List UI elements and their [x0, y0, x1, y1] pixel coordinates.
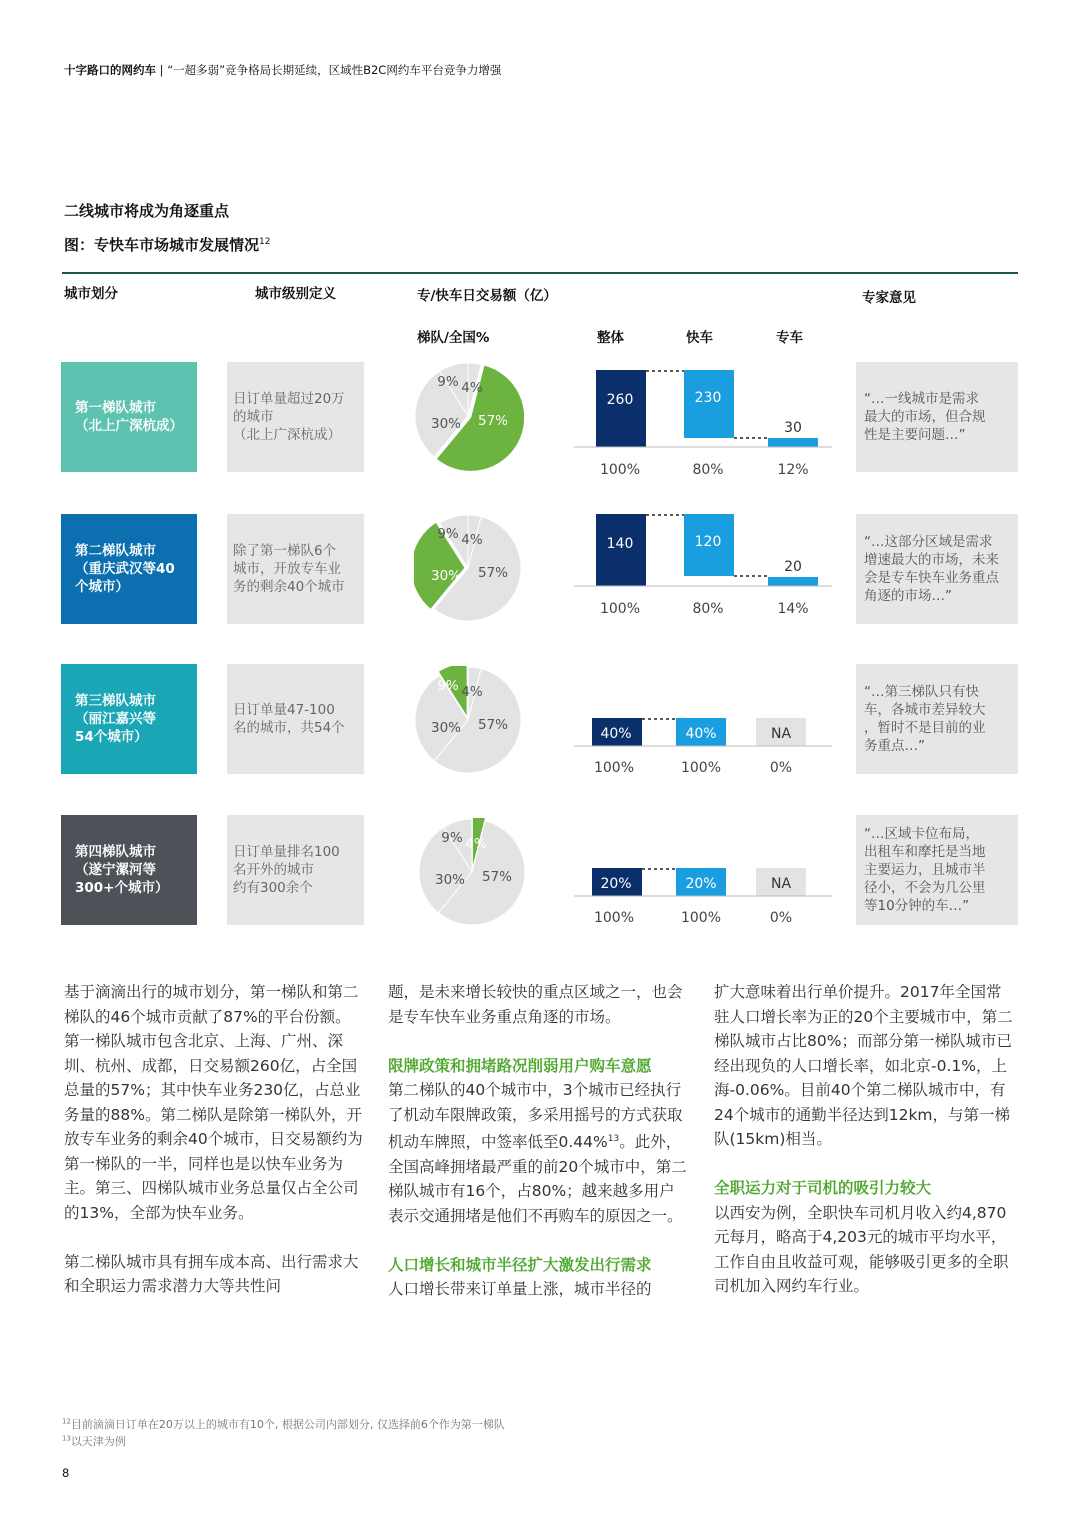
tier-3-box: [61, 664, 197, 774]
paragraph: [388, 1078, 688, 1228]
body-column-1: [64, 980, 364, 1299]
col-header-premium: 专车: [776, 330, 803, 346]
footnote-number: 13: [62, 1434, 71, 1443]
col-header-pie: 梯队/全国%: [417, 330, 490, 346]
tier-2-definition-text: 除了第一梯队6个 城市，开放专车业 务的剩余40个城市: [233, 543, 345, 595]
col-header-express: 快车: [686, 330, 713, 346]
footnote-number: 12: [62, 1417, 71, 1426]
tier-4-expert-text: “…区域卡位布局， 出租车和摩托是当地 主要运力，且城市半 径小，不会为几公里 等10分钟的车…”: [864, 826, 986, 914]
bar-percent: 12%: [777, 462, 809, 478]
pie-label: 4%: [461, 684, 483, 700]
subheading: 全职运力对于司机的吸引力较大: [714, 1179, 932, 1197]
bar-percent: 0%: [769, 760, 793, 776]
pie-label: 30%: [430, 416, 462, 432]
paragraph: 以西安为例，全职快车司机月收入约4,870元每月，略高于4,203元的城市平均水平，工作自由且收益可观，能够吸引更多的全职司机加入网约车行业。: [714, 1203, 1009, 1295]
pie-label: 30%: [430, 720, 462, 736]
footnote-marker: 13: [607, 1134, 620, 1144]
pie-label: 4%: [461, 380, 483, 396]
bar-value: 260: [606, 392, 634, 408]
footnote-1: [62, 1416, 505, 1432]
paragraph: 第二梯队城市具有拥车成本高、出行需求大和全职运力需求潜力大等共性问: [64, 1252, 359, 1295]
bar-percent: 100%: [680, 910, 722, 926]
bar-percent: 80%: [692, 601, 724, 617]
tier-2-name: 第二梯队城市 （重庆武汉等40 个城市）: [75, 543, 175, 595]
tier-3-expert: [856, 664, 1018, 774]
tier-4-box: [61, 815, 197, 925]
bar-overall: [596, 370, 646, 447]
tier-1-name: 第一梯队城市 （北上广深杭成）: [75, 400, 183, 434]
bar-value: 20%: [685, 876, 717, 892]
tier-3-name: 第三梯队城市 （丽江嘉兴等 54个城市）: [75, 693, 156, 745]
tier-4-expert: [856, 815, 1018, 925]
bar-value: 20: [784, 559, 802, 575]
tier-2-definition: [227, 514, 364, 624]
tier-2-expert: [856, 514, 1018, 624]
footnote-text: 目前滴滴日订单在20万以上的城市有10个, 根据公司内部划分, 仅选择前6个作为第一梯队: [70, 1418, 505, 1431]
bar-percent: 100%: [599, 601, 641, 617]
bar-value: 30: [784, 420, 802, 436]
paragraph: 基于滴滴出行的城市划分，第一梯队和第二梯队的46个城市贡献了87%的平台份额。第一梯队城市包含北京、上海、广州、深圳、杭州、成都，日交易额260亿，占全国总量的57%；其中快车业务230亿，占总业务量的88%。第二梯队是除第一梯队外，开放专车业务的剩余40个城市，日交易额约为第一梯队的一半，同样也是以快车业务为主。第三、四梯队城市业务总量仅占全公司的13%，全部为快车业务。: [64, 983, 363, 1222]
paragraph-text: 第二梯队的40个城市中，3个城市已经执行了机动车限牌政策，多采用摇号的方式获取机动车牌照，中签率低至0.44%: [388, 1081, 683, 1152]
bar-value: 140: [606, 536, 634, 552]
section-title: 二线城市将成为角逐重点: [64, 202, 230, 220]
figure-title: [64, 234, 270, 255]
bar-percent: 100%: [593, 760, 635, 776]
subheading: 人口增长和城市半径扩大激发出行需求: [388, 1255, 652, 1274]
paragraph: 题，是未来增长较快的重点区域之一，也会是专车快车业务重点角逐的市场。: [388, 983, 683, 1026]
pie-label: 9%: [437, 678, 459, 694]
tier-3-pie: [414, 666, 524, 780]
tier-4-definition-text: 日订单量排名100 名开外的城市 约有300余个: [233, 844, 340, 896]
body-column-2: [388, 980, 688, 1302]
bar-percent: 100%: [593, 910, 635, 926]
tier-2-expert-text: “…这部分区域是需求 增速最大的市场，未来 会是专车快车业务重点 角逐的市场…”: [864, 534, 999, 604]
pie-label: 4%: [461, 532, 483, 548]
pie-label: 30%: [434, 872, 466, 888]
bar-value: 120: [694, 534, 722, 550]
pie-label: 57%: [477, 413, 509, 429]
paragraph: 人口增长带来订单量上涨，城市半径的: [388, 1280, 652, 1299]
bar-percent: 100%: [680, 760, 722, 776]
pie-label: 4%: [465, 836, 487, 852]
col-header-tier: 城市划分: [64, 286, 118, 302]
tier-3-expert-text: “…第三梯队只有快 车，各城市差异较大 ，暂时不是目前的业 务重点…”: [864, 684, 986, 754]
bar-premium: [768, 577, 818, 586]
header-separator: |: [159, 63, 164, 77]
tier-3-definition: [227, 664, 364, 774]
bar-value: NA: [770, 876, 792, 892]
bar-percent: 0%: [769, 910, 793, 926]
tier-3-definition-text: 日订单量47-100 名的城市，共54个: [233, 702, 345, 736]
bar-percent: 100%: [599, 462, 641, 478]
bar-value: 40%: [600, 726, 632, 742]
tier-1-expert: [856, 362, 1018, 472]
pie-label: 57%: [481, 869, 513, 885]
col-header-trade: 专/快车日交易额（亿）: [417, 288, 557, 304]
tier-3-bars: [574, 676, 834, 796]
header-right: “一超多弱”竞争格局长期延续，区域性B2C网约车平台竞争力增强: [167, 63, 502, 77]
footnote-2: [62, 1433, 126, 1449]
running-header: [64, 62, 501, 78]
tier-1-definition-text: 日订单量超过20万 的城市 （北上广深杭成）: [233, 391, 345, 443]
pie-label: 57%: [477, 565, 509, 581]
tier-4-pie: [418, 818, 528, 932]
body-column-3: [714, 980, 1014, 1299]
tier-1-bars: [574, 362, 834, 482]
col-header-overall: 整体: [597, 330, 624, 346]
page-number: 8: [62, 1466, 70, 1480]
pie-label: 9%: [441, 830, 463, 846]
col-header-definition: 城市级别定义: [255, 286, 336, 302]
footnote-text: 以天津为例: [70, 1435, 126, 1448]
tier-2-box: [61, 514, 197, 624]
bar-percent: 14%: [777, 601, 809, 617]
bar-value: 20%: [600, 876, 632, 892]
tier-2-bars: [574, 508, 834, 628]
bar-premium: [768, 438, 818, 447]
bar-percent: 80%: [692, 462, 724, 478]
pie-label: 9%: [437, 526, 459, 542]
title-rule: [62, 272, 1018, 274]
tier-4-definition: [227, 815, 364, 925]
tier-1-expert-text: “…一线城市是需求 最大的市场，但合规 性是主要问题…”: [864, 391, 986, 443]
bar-value: NA: [770, 726, 792, 742]
tier-4-bars: [574, 826, 834, 946]
col-header-expert: 专家意见: [862, 290, 916, 306]
figure-ref: 12: [259, 237, 271, 247]
pie-label: 30%: [430, 568, 462, 584]
tier-1-box: [61, 362, 197, 472]
tier-1-definition: [227, 362, 364, 472]
paragraph-text: 。此外，全国高峰拥堵最严重的前20个城市中，第二梯队城市有16个，占80%；越来越多用户表示交通拥堵是他们不再购车的原因之一。: [388, 1133, 687, 1225]
bar-value: 230: [694, 390, 722, 406]
header-left: 十字路口的网约车: [64, 63, 156, 77]
pie-label: 9%: [437, 374, 459, 390]
figure-title-text: 图：专快车市场城市发展情况: [64, 236, 260, 254]
tier-4-name: 第四梯队城市 （遂宁漯河等 300+个城市）: [75, 844, 169, 896]
tier-2-pie: [414, 514, 524, 628]
pie-label: 57%: [477, 717, 509, 733]
bar-value: 40%: [685, 726, 717, 742]
subheading: 限牌政策和拥堵路况削弱用户购车意愿: [388, 1056, 652, 1075]
paragraph: 扩大意味着出行单价提升。2017年全国常驻人口增长率为正的20个主要城市中，第二梯队城市占比80%；而部分第一梯队城市已经出现负的人口增长率，如北京-0.1%，上海-0.06%。目前40个第二梯队城市中，有24个城市的通勤半径达到12km，与第一梯队(15km)相当。: [714, 983, 1013, 1148]
tier-1-pie: [414, 362, 524, 476]
